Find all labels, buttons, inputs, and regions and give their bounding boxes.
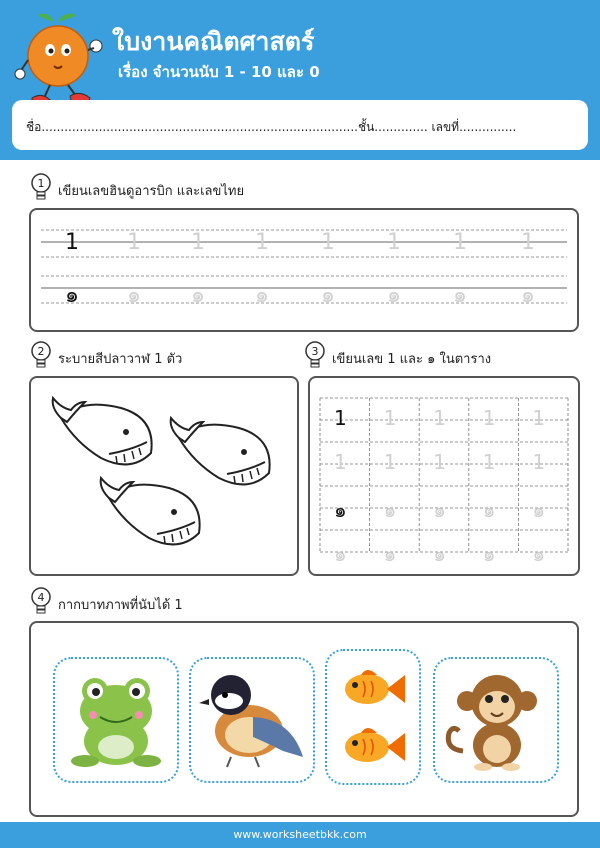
footer-bar — [0, 822, 600, 848]
model-digit: ๑ — [334, 498, 347, 522]
tracing-digit[interactable]: 1 — [433, 450, 446, 474]
footer-url[interactable]: www.worksheetbkk.com — [233, 828, 367, 841]
tracing-digit[interactable]: 1 — [321, 230, 335, 255]
tracing-digit[interactable]: ๑ — [334, 542, 347, 566]
whale-icon — [101, 478, 200, 544]
fish-icon — [327, 651, 419, 783]
model-digit: ๑ — [65, 283, 79, 308]
tracing-digit[interactable]: ๑ — [521, 283, 535, 308]
whale-coloring-box — [29, 376, 299, 576]
bird-icon — [191, 659, 313, 781]
arabic-tracing-row[interactable] — [31, 230, 577, 258]
student-info-bar — [12, 100, 588, 150]
grid-cells[interactable] — [310, 378, 578, 574]
picture-card-bird[interactable] — [189, 657, 315, 783]
tracing-digit[interactable]: 1 — [334, 450, 347, 474]
tracing-digit[interactable]: ๑ — [127, 283, 141, 308]
tracing-digit[interactable]: 1 — [433, 406, 446, 430]
tracing-digit[interactable]: ๑ — [433, 542, 446, 566]
section-4-title: กากบาทภาพที่นับได้ 1 — [58, 598, 183, 613]
lightbulb-icon — [30, 340, 52, 370]
tracing-digit[interactable]: ๑ — [532, 498, 546, 522]
whale-icon — [53, 398, 152, 464]
svg-text:3: 3 — [311, 345, 319, 358]
tracing-digit[interactable]: 1 — [387, 230, 401, 255]
section-2-title: ระบายสีปลาวาฬ 1 ตัว — [58, 352, 183, 367]
monkey-icon — [435, 659, 557, 781]
tracing-digit[interactable]: ๑ — [482, 498, 496, 522]
lightbulb-icon — [304, 340, 326, 370]
page-title: ใบงานคณิตศาสตร์ — [112, 27, 315, 56]
tracing-digit[interactable]: ๑ — [433, 498, 446, 522]
tracing-digit[interactable]: 1 — [191, 230, 205, 255]
tracing-digit[interactable]: 1 — [453, 230, 467, 255]
svg-text:4: 4 — [37, 591, 45, 604]
model-digit: 1 — [65, 230, 79, 255]
tracing-digit[interactable]: ๑ — [383, 498, 397, 522]
svg-text:2: 2 — [37, 345, 45, 358]
tracing-digit[interactable]: 1 — [383, 450, 397, 474]
section-3-title: เขียนเลข 1 และ ๑ ในตาราง — [332, 352, 492, 367]
tracing-digit[interactable]: ๑ — [453, 283, 467, 308]
tracing-digit[interactable]: ๑ — [255, 283, 269, 308]
picture-card-monkey[interactable] — [433, 657, 559, 783]
tracing-digit[interactable]: 1 — [127, 230, 141, 255]
tracing-digit[interactable]: 1 — [521, 230, 535, 255]
number-grid-box — [308, 376, 580, 576]
lightbulb-icon — [30, 172, 52, 202]
thai-tracing-row[interactable] — [31, 277, 577, 308]
student-info-line[interactable]: ชื่อ...................................................................................ชั้น.............. เลขที่............... — [26, 120, 517, 134]
lightbulb-icon — [30, 586, 52, 616]
tracing-digit[interactable]: 1 — [482, 450, 496, 474]
tracing-box-1 — [29, 208, 579, 332]
tracing-lines — [31, 210, 577, 330]
tracing-digit[interactable]: ๑ — [532, 542, 546, 566]
tracing-digit[interactable]: 1 — [255, 230, 269, 255]
tracing-digit[interactable]: ๑ — [321, 283, 335, 308]
section-1-title: เขียนเลขฮินดูอารบิก และเลขไทย — [58, 184, 245, 199]
whale-drawings — [31, 378, 297, 574]
picture-card-frog[interactable] — [53, 657, 179, 783]
model-digit: 1 — [334, 406, 347, 430]
page-subtitle: เรื่อง จำนวนนับ 1 - 10 และ 0 — [118, 63, 320, 81]
frog-icon — [55, 659, 177, 781]
header-banner — [0, 0, 600, 160]
tracing-digit[interactable]: ๑ — [387, 283, 401, 308]
tracing-digit[interactable]: 1 — [532, 406, 546, 430]
picture-box — [29, 621, 579, 817]
tracing-digit[interactable]: ๑ — [482, 542, 496, 566]
tracing-digit[interactable]: ๑ — [383, 542, 397, 566]
section-number: 1 — [37, 177, 45, 190]
orange-mascot-icon — [14, 10, 106, 110]
tracing-digit[interactable]: 1 — [532, 450, 546, 474]
tracing-digit[interactable]: 1 — [383, 406, 397, 430]
tracing-digit[interactable]: 1 — [482, 406, 496, 430]
picture-card-fish[interactable] — [325, 649, 421, 785]
whale-icon — [171, 418, 270, 484]
tracing-digit[interactable]: ๑ — [191, 283, 205, 308]
